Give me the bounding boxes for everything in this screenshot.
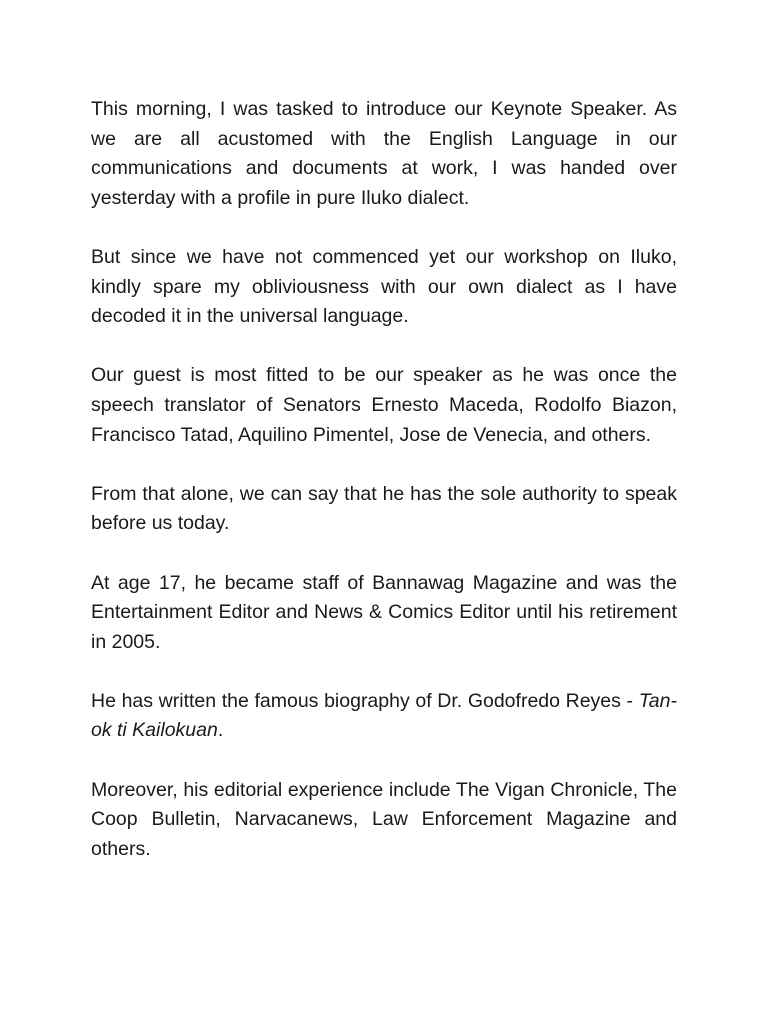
paragraph-editorial: Moreover, his editorial experience include The Vigan Chronicle, The Coop Bulletin, Narvacanews, Law Enforcement Magazine and others. bbox=[91, 778, 677, 860]
paragraph-bannawag: At age 17, he became staff of Bannawag Magazine and was the Entertainment Editor and News & Comics Editor until his retirement in 2005. bbox=[91, 571, 677, 653]
paragraph-authority: From that alone, we can say that he has the sole authority to speak before us today. bbox=[91, 482, 677, 535]
paragraph-biography bbox=[91, 687, 677, 746]
biography-title: Tan-ok ti Kailokuan bbox=[91, 689, 677, 742]
biography-period: . bbox=[217, 719, 224, 742]
paragraph-workshop: But since we have not commenced yet our workshop on Iluko, kindly spare my obliviousness with our own dialect as I have decoded it in the universal language. bbox=[91, 245, 677, 328]
paragraph-translator: Our guest is most fitted to be our speaker as he was once the speech translator of Senators Ernesto Maceda, Rodolfo Biazon, Francisco Tatad, Aquilino Pimentel, Jose de Venecia, and others. bbox=[91, 364, 677, 446]
biography-text: He has written the famous biography of Dr. Godofredo Reyes - bbox=[91, 689, 639, 712]
paragraph-intro: This morning, I was tasked to introduce our Keynote Speaker. As we are all acustomed with the English Language in our communications and documents at work, I was handed over yesterday with a profile in pure Iluko dialect. bbox=[91, 98, 677, 209]
document-body bbox=[91, 95, 677, 894]
